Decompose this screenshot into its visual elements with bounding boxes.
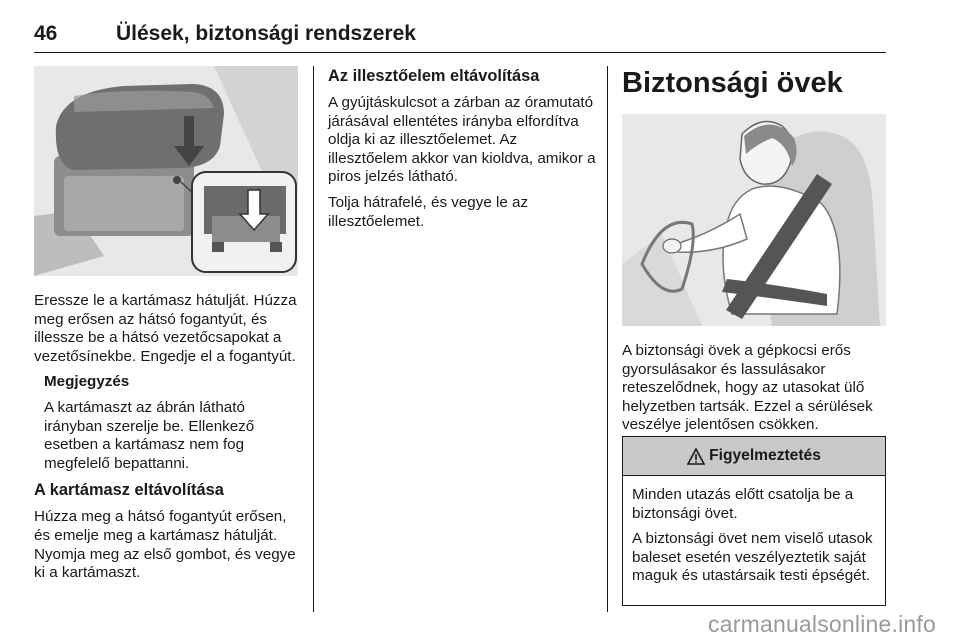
seatbelt-driver-illustration [622, 114, 886, 326]
page-title: Ülések, biztonsági rendszerek [116, 22, 416, 45]
page-number: 46 [34, 22, 58, 45]
adapter-removal-paragraph-2: Tolja hátrafelé, és vegye le az illesztőelemet. [328, 193, 529, 230]
seatbelt-paragraph: A biztonsági övek a gépkocsi erős gyorsulásakor és lassulásakor reteszelődnek, hogy az utasokat ülő helyzetben tartsák. Ezzel a sérülések veszélye jelentősen csökken. [622, 342, 873, 434]
warning-box [622, 436, 886, 606]
note-block [44, 373, 306, 473]
watermark: carmanualsonline.info [708, 611, 936, 637]
armrest-illustration [34, 66, 298, 276]
warning-text-1: Minden utazás előtt csatolja be a biztonsági övet. [632, 486, 854, 522]
armrest-install-paragraph: Eressze le a kartámasz hátulját. Húzza meg erősen az hátsó fogantyút, és illessze be a hátsó vezetőcsapokat a vezetősínekbe. Engedje el a fogantyút. [34, 292, 297, 365]
warning-body [623, 476, 885, 586]
column-1-text [34, 292, 306, 590]
warning-triangle-icon [687, 448, 705, 465]
warning-title: Figyelmeztetés [709, 447, 821, 464]
armrest-removal-paragraph: Húzza meg a hátsó fogantyút erősen, és emelje meg a kartámasz hátulját. Nyomja meg az első gombot, és vegye ki a kartámaszt. [34, 508, 296, 582]
page-header [34, 22, 886, 53]
note-text: A kartámaszt az ábrán látható irányban szerelje be. Ellenkező esetben a kartámasz nem fog megfelelő bepattanni. [44, 398, 255, 472]
adapter-removal-heading: Az illesztőelem eltávolítása [328, 67, 540, 85]
adapter-removal-paragraph-1: A gyújtáskulcsot a zárban az óramutató járásával ellentétes irányba elfordítva oldja ki az illesztőelemet. Az illesztőelem akkor van kioldva, amikor a piros jelzés látható. [328, 94, 596, 186]
armrest-removal-heading: A kartámasz eltávolítása [34, 481, 224, 500]
column-divider-left [313, 66, 314, 612]
column-3-heading-block [622, 66, 886, 107]
column-2-text [328, 66, 600, 238]
warning-text-2: A biztonsági övet nem viselő utasok baleset esetén veszélyeztetik saját maguk és utastársaik testi épségét. [632, 530, 873, 585]
seatbelt-section-title: Biztonsági övek [622, 67, 843, 99]
warning-header [623, 437, 885, 476]
note-title: Megjegyzés [44, 373, 130, 391]
column-divider-right [607, 66, 608, 612]
